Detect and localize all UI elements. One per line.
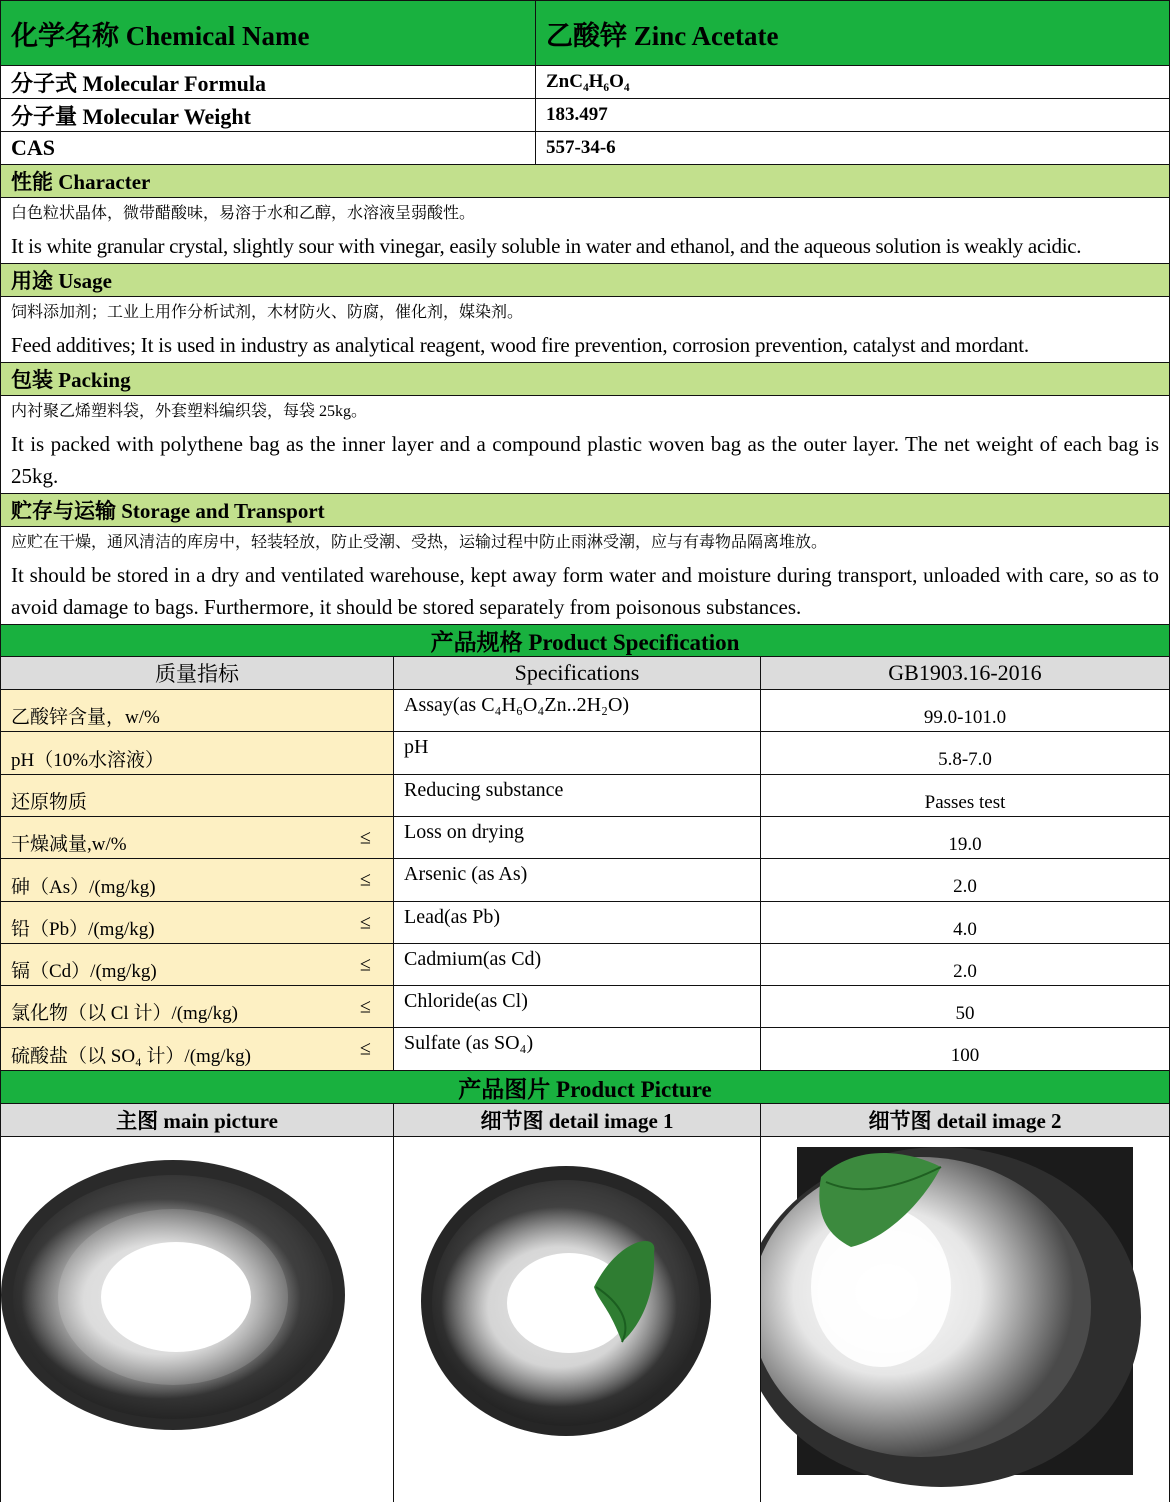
- spec-item-cn: [1, 986, 394, 1027]
- chemical-name-label: 化学名称 Chemical Name: [11, 20, 310, 51]
- spec-item-value: 100: [950, 1045, 980, 1066]
- spec-item-cn: [1, 944, 394, 985]
- less-equal-symbol: ≤: [360, 911, 371, 933]
- packing-title: 包装 Packing: [11, 368, 131, 392]
- header-row: [0, 0, 1170, 66]
- detail-image-2-label: 细节图 detail image 2: [868, 1109, 1062, 1133]
- spec-item-cn: [1, 775, 394, 816]
- spec-item-en: Lead(as Pb): [394, 902, 761, 943]
- spec-col-quality: 质量指标: [1, 657, 394, 689]
- spec-item-value: 5.8-7.0: [938, 749, 992, 770]
- spec-item-cn: [1, 732, 394, 774]
- usage-en: Feed additives; It is used in industry as analytical reagent, wood fire prevention, corrosion prevention, catalyst and mordant.: [11, 333, 1029, 357]
- cas-row: [0, 132, 1170, 165]
- packing-title-row: [0, 363, 1170, 396]
- spec-item-value: 2.0: [953, 876, 977, 897]
- main-picture-cell: [1, 1137, 394, 1502]
- spec-item-cn-text: 氯化物（以 Cl 计）/(mg/kg): [11, 1003, 238, 1024]
- less-equal-symbol: ≤: [360, 868, 371, 891]
- usage-title-row: [0, 264, 1170, 297]
- detail-image-2-cell: [761, 1137, 1169, 1502]
- spec-item-cn: [1, 902, 394, 943]
- spec-item-en: Loss on drying: [394, 817, 761, 858]
- weight-value: 183.497: [546, 104, 608, 125]
- packing-body: [0, 396, 1170, 494]
- spec-item-value: 2.0: [953, 960, 977, 982]
- usage-title: 用途 Usage: [11, 269, 112, 293]
- weight-row: [0, 99, 1170, 132]
- spec-header-row: [0, 657, 1170, 690]
- formula-label: 分子式 Molecular Formula: [11, 70, 266, 96]
- packing-en: It is packed with polythene bag as the inner layer and a compound plastic woven bag as the outer layer. The net weight of each bag is 25kg.: [11, 432, 1159, 488]
- main-picture: [1, 1137, 393, 1502]
- spec-item-cn: [1, 1028, 394, 1070]
- detail-image-2: [761, 1137, 1169, 1502]
- detail-image-1-label: 细节图 detail image 1: [480, 1109, 674, 1133]
- cas-label: CAS: [11, 135, 56, 160]
- spec-row: [0, 944, 1170, 986]
- spec-item-cn-text: 干燥减量,w/%: [11, 834, 127, 855]
- spec-title: 产品规格 Product Specification: [430, 630, 740, 655]
- storage-en: It should be stored in a dry and ventilated warehouse, kept away form water and moisture during transport, unloaded with care, so as to avoid damage to bags. Furthermore, it should be stored separately from poisonous substances.: [11, 563, 1159, 619]
- storage-title-row: [0, 494, 1170, 527]
- spec-item-en: Reducing substance: [394, 775, 761, 816]
- weight-label: 分子量 Molecular Weight: [11, 103, 251, 129]
- spec-item-cn-text: 砷（As）/(mg/kg): [11, 876, 156, 898]
- spec-item-value: 19.0: [948, 833, 982, 855]
- spec-item-cn: [1, 859, 394, 901]
- spec-item-cn-text: 还原物质: [11, 792, 88, 813]
- spec-row: [0, 775, 1170, 817]
- picture-row: [0, 1137, 1170, 1502]
- spec-row: [0, 817, 1170, 859]
- main-picture-label: 主图 main picture: [116, 1109, 278, 1133]
- spec-item-value: 50: [955, 1002, 975, 1024]
- storage-body: [0, 527, 1170, 625]
- spec-item-cn-text: pH（10%水溶液）: [11, 749, 165, 771]
- spec-col-standard: GB1903.16-2016: [888, 660, 1042, 685]
- chemical-name-value: 乙酸锌 Zinc Acetate: [546, 20, 779, 51]
- formula-row: [0, 66, 1170, 99]
- picture-title: 产品图片 Product Picture: [458, 1076, 712, 1102]
- spec-row: [0, 690, 1170, 732]
- detail-image-1-cell: [394, 1137, 761, 1502]
- spec-item-cn-text: 铅（Pb）/(mg/kg): [11, 919, 155, 940]
- spec-item-value: 4.0: [953, 918, 977, 940]
- spec-item-cn-text: 硫酸盐（以 SO₄ 计）/(mg/kg): [11, 1045, 251, 1067]
- usage-body: [0, 297, 1170, 363]
- storage-title: 贮存与运输 Storage and Transport: [11, 499, 325, 523]
- spec-col-specifications: Specifications: [394, 657, 761, 689]
- character-en: It is white granular crystal, slightly sour with vinegar, easily soluble in water and ethanol, and the aqueous solution is weakly acidic.: [11, 234, 1082, 258]
- spec-item-cn: [1, 817, 394, 858]
- storage-cn: 应贮在干燥，通风清洁的库房中，轻装轻放，防止受潮、受热，运输过程中防止雨淋受潮，应与有毒物品隔离堆放。: [11, 534, 828, 551]
- spec-item-en: Cadmium(as Cd): [394, 944, 761, 985]
- spec-row: [0, 1028, 1170, 1071]
- picture-label-row: [0, 1104, 1170, 1137]
- spec-item-en: pH: [394, 732, 761, 774]
- spec-row: [0, 859, 1170, 902]
- spec-item-en: Assay(as C₄H₆O₄Zn..2H₂O): [394, 690, 761, 731]
- less-equal-symbol: ≤: [360, 826, 371, 848]
- spec-item-cn-text: 镉（Cd）/(mg/kg): [11, 961, 157, 982]
- character-body: [0, 198, 1170, 264]
- detail-image-1: [394, 1137, 760, 1502]
- spec-item-en: Chloride(as Cl): [394, 986, 761, 1027]
- character-title: 性能 Character: [11, 170, 151, 194]
- spec-item-en: Arsenic (as As): [394, 859, 761, 901]
- spec-row: [0, 732, 1170, 775]
- less-equal-symbol: ≤: [360, 953, 371, 975]
- less-equal-symbol: ≤: [360, 995, 371, 1017]
- character-title-row: [0, 165, 1170, 198]
- spec-title-row: [0, 625, 1170, 657]
- spec-row: [0, 986, 1170, 1028]
- spec-item-cn-text: 乙酸锌含量，w/%: [11, 707, 160, 728]
- character-cn: 白色粒状晶体，微带醋酸味，易溶于水和乙醇，水溶液呈弱酸性。: [11, 205, 476, 222]
- spec-item-value: Passes test: [924, 791, 1006, 813]
- spec-row: [0, 902, 1170, 944]
- picture-title-row: [0, 1071, 1170, 1104]
- spec-item-en: Sulfate (as SO₄): [394, 1028, 761, 1070]
- less-equal-symbol: ≤: [360, 1037, 371, 1060]
- cas-value: 557-34-6: [546, 137, 616, 158]
- usage-cn: 饲料添加剂；工业上用作分析试剂，木材防火、防腐，催化剂，媒染剂。: [11, 304, 524, 321]
- spec-item-cn: [1, 690, 394, 731]
- spec-item-value: 99.0-101.0: [923, 706, 1007, 728]
- formula-value: ZnC₄H₆O₄: [546, 71, 630, 92]
- packing-cn: 内衬聚乙烯塑料袋，外套塑料编织袋，每袋 25kg。: [11, 403, 368, 420]
